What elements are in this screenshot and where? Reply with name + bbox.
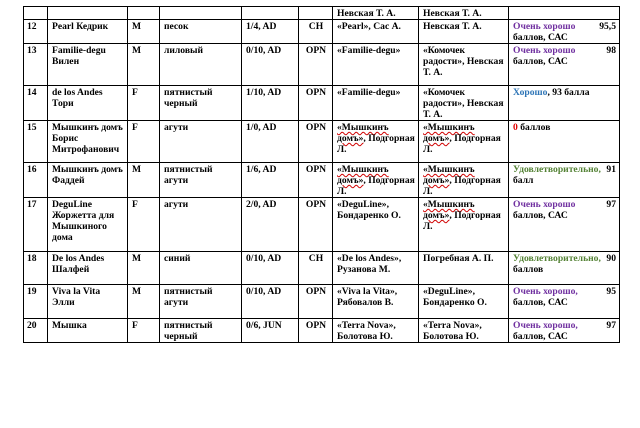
row-number-cell: 13 xyxy=(24,44,48,86)
row-number-cell: 19 xyxy=(24,285,48,319)
breeder-cell: «Viva la Vita», Рябовалов В. xyxy=(333,285,419,319)
score-unit: баллов, САС xyxy=(513,32,568,43)
sex-cell: M xyxy=(128,44,160,86)
score-unit: балл xyxy=(513,175,534,186)
grade-cell xyxy=(509,163,620,198)
grade-cell xyxy=(509,252,620,285)
litter-cell: 0/10, AD xyxy=(242,285,299,319)
score-value: 95 xyxy=(606,286,616,297)
table-row xyxy=(24,44,620,86)
grade-cell xyxy=(509,20,620,44)
score-unit: баллов xyxy=(513,264,544,275)
class-cell: OPN xyxy=(299,198,333,252)
class-cell: OPN xyxy=(299,319,333,343)
score-unit: баллов, САС xyxy=(513,210,568,221)
litter-cell: 2/0, AD xyxy=(242,198,299,252)
kennel-name-underlined: «Мышкинъ домъ» xyxy=(337,122,389,144)
owner-text: «Мышкинъ домъ», Подгорная Л. xyxy=(423,122,501,155)
breeder-cell xyxy=(333,121,419,163)
cell xyxy=(128,7,160,20)
table-row xyxy=(24,252,620,285)
table-row xyxy=(24,86,620,121)
litter-cell: 1/6, AD xyxy=(242,163,299,198)
breeder-cell: «Pearl», Сас А. xyxy=(333,20,419,44)
owner-cell: «Комочек радости», Невская Т. А. xyxy=(419,86,509,121)
grade-cell xyxy=(509,86,620,121)
results-table xyxy=(23,6,620,343)
table-row-top xyxy=(24,7,620,20)
owner-cell: Невская Т. А. xyxy=(419,7,509,20)
row-number-cell: 16 xyxy=(24,163,48,198)
animal-name-cell: DeguLine Жоржетта для Мышкиного дома xyxy=(48,198,128,252)
score-value: 97 xyxy=(606,199,616,210)
grade-cell xyxy=(509,44,620,86)
table-row xyxy=(24,163,620,198)
animal-name-cell: Мышкинъ домъ Борис Митрофанович xyxy=(48,121,128,163)
cell xyxy=(299,7,333,20)
score-unit: баллов xyxy=(517,122,551,133)
grade-word: Очень хорошо xyxy=(513,21,576,32)
table-row xyxy=(24,319,620,343)
breeder-cell xyxy=(333,163,419,198)
owner-cell: Погребная А. П. xyxy=(419,252,509,285)
class-cell: CH xyxy=(299,252,333,285)
owner-text: «Мышкинъ домъ», Подгорная Л. xyxy=(337,122,415,155)
grade-cell xyxy=(509,285,620,319)
score-unit: баллов, САС xyxy=(513,297,568,308)
sex-cell: M xyxy=(128,20,160,44)
table-row xyxy=(24,121,620,163)
grade-word: Очень хорошо, xyxy=(513,320,578,331)
class-cell: CH xyxy=(299,20,333,44)
sex-cell: F xyxy=(128,319,160,343)
grade-word: 0 xyxy=(513,122,518,133)
color-cell: пятнистый агути xyxy=(160,285,242,319)
color-cell: агути xyxy=(160,198,242,252)
sex-cell: F xyxy=(128,198,160,252)
class-cell: OPN xyxy=(299,86,333,121)
breeder-cell: «Familie-degu» xyxy=(333,44,419,86)
color-cell: песок xyxy=(160,20,242,44)
score-value: 95,5 xyxy=(599,21,616,32)
kennel-name-underlined: «Мышкинъ домъ» xyxy=(423,164,475,186)
owner-cell xyxy=(419,163,509,198)
color-cell: агути xyxy=(160,121,242,163)
table-row xyxy=(24,20,620,44)
color-cell: пятнистый черный xyxy=(160,319,242,343)
score-value: 90 xyxy=(606,253,616,264)
animal-name-cell: de los Andes Тори xyxy=(48,86,128,121)
score-unit: , 93 балла xyxy=(547,87,590,98)
kennel-name-underlined: «Мышкинъ домъ» xyxy=(423,122,475,144)
owner-text: «Мышкинъ домъ», Подгорная Л. xyxy=(423,164,501,197)
row-number-cell: 12 xyxy=(24,20,48,44)
sex-cell: M xyxy=(128,285,160,319)
breeder-cell: «Terra Nova», Болотова Ю. xyxy=(333,319,419,343)
litter-cell: 0/10, AD xyxy=(242,252,299,285)
row-number-cell: 15 xyxy=(24,121,48,163)
cell xyxy=(160,7,242,20)
grade-cell xyxy=(509,121,620,163)
color-cell: синий xyxy=(160,252,242,285)
owner-cell xyxy=(419,198,509,252)
score-value: 98 xyxy=(606,45,616,56)
color-cell: лиловый xyxy=(160,44,242,86)
sex-cell: M xyxy=(128,163,160,198)
owner-cell: «Комочек радости», Невская Т. А. xyxy=(419,44,509,86)
animal-name-cell: Familie-degu Вилен xyxy=(48,44,128,86)
animal-name-cell: De los Andes Шалфей xyxy=(48,252,128,285)
owner-cell: «DeguLine», Бондаренко О. xyxy=(419,285,509,319)
breeder-cell: Невская Т. А. xyxy=(333,7,419,20)
litter-cell: 1/0, AD xyxy=(242,121,299,163)
table-body xyxy=(24,7,620,343)
grade-cell xyxy=(509,319,620,343)
row-number-cell: 14 xyxy=(24,86,48,121)
score-value: 97 xyxy=(606,320,616,331)
class-cell: OPN xyxy=(299,163,333,198)
cell xyxy=(242,7,299,20)
score-unit: баллов, САС xyxy=(513,331,568,342)
owner-text: «Мышкинъ домъ», Подгорная Л. xyxy=(423,199,501,232)
breeder-cell: «Familie-degu» xyxy=(333,86,419,121)
grade-cell xyxy=(509,198,620,252)
grade-word: Очень хорошо, xyxy=(513,286,578,297)
sex-cell: F xyxy=(128,86,160,121)
class-cell: OPN xyxy=(299,285,333,319)
breeder-cell: «DeguLine», Бондаренко О. xyxy=(333,198,419,252)
score-unit: баллов, САС xyxy=(513,56,568,67)
animal-name-cell: Viva la Vita Элли xyxy=(48,285,128,319)
color-cell: пятнистый черный xyxy=(160,86,242,121)
row-number-cell: 18 xyxy=(24,252,48,285)
litter-cell: 1/10, AD xyxy=(242,86,299,121)
grade-word: Удовлетворительно, xyxy=(513,253,601,264)
cell xyxy=(48,7,128,20)
kennel-name-underlined: «Мышкинъ домъ» xyxy=(423,199,475,221)
class-cell: OPN xyxy=(299,44,333,86)
sex-cell: F xyxy=(128,121,160,163)
cell xyxy=(509,7,620,20)
table-row xyxy=(24,198,620,252)
kennel-name-underlined: «Мышкинъ домъ» xyxy=(337,164,389,186)
litter-cell: 0/6, JUN xyxy=(242,319,299,343)
animal-name-cell: Мышка xyxy=(48,319,128,343)
sex-cell: M xyxy=(128,252,160,285)
grade-word: Хорошо xyxy=(513,87,548,98)
animal-name-cell: Pearl Кедрик xyxy=(48,20,128,44)
score-value: 91 xyxy=(606,164,616,175)
owner-cell: Невская Т. А. xyxy=(419,20,509,44)
row-number-cell: 17 xyxy=(24,198,48,252)
breeder-cell: «De los Andes», Рузанова М. xyxy=(333,252,419,285)
litter-cell: 0/10, AD xyxy=(242,44,299,86)
class-cell: OPN xyxy=(299,121,333,163)
row-number-cell: 20 xyxy=(24,319,48,343)
table-row xyxy=(24,285,620,319)
color-cell: пятнистый агути xyxy=(160,163,242,198)
cell xyxy=(24,7,48,20)
grade-word: Удовлетворительно, xyxy=(513,164,601,175)
grade-word: Очень хорошо xyxy=(513,45,576,56)
animal-name-cell: Мышкинъ домъ Фаддей xyxy=(48,163,128,198)
owner-text: «Мышкинъ домъ», Подгорная Л. xyxy=(337,164,415,197)
litter-cell: 1/4, AD xyxy=(242,20,299,44)
owner-cell xyxy=(419,121,509,163)
owner-cell: «Terra Nova», Болотова Ю. xyxy=(419,319,509,343)
grade-word: Очень хорошо xyxy=(513,199,576,210)
